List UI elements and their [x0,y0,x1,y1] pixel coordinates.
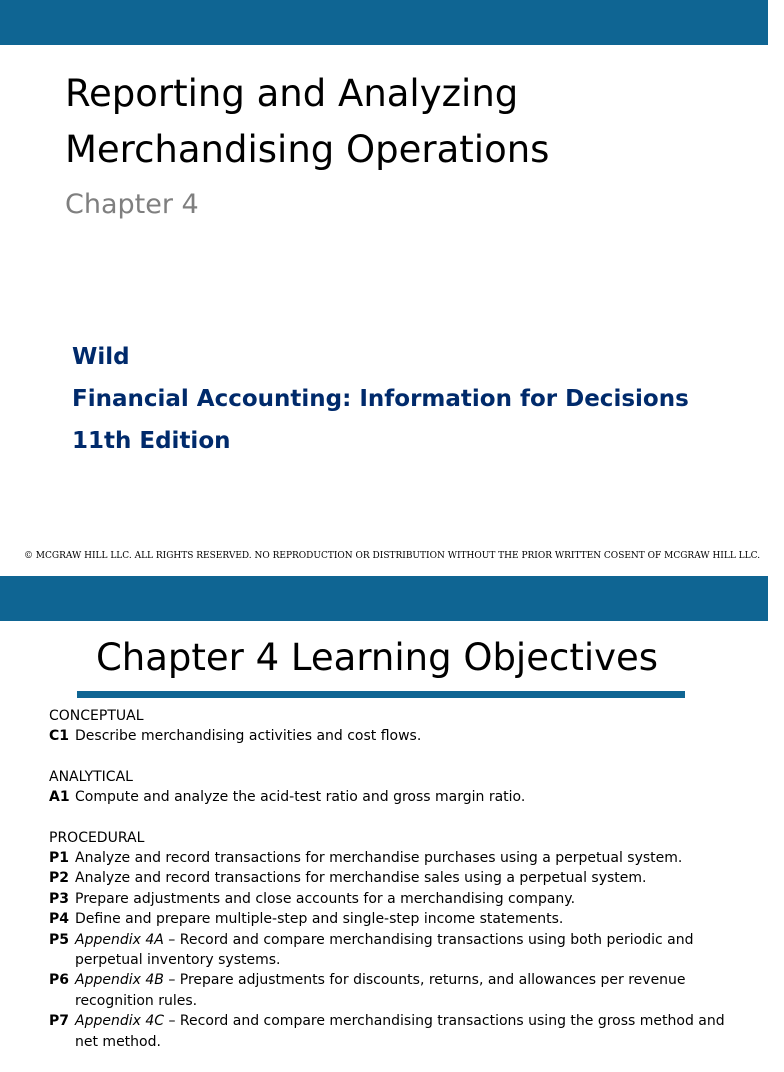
objective-description: – Record and compare merchandising transactions using the gross method and net method. [75,1013,725,1050]
objective-code: P7 [49,1013,70,1030]
learning-objectives [49,706,729,1072]
objective-description: – Record and compare merchandising transactions using both periodic and perpetual inventory systems. [75,931,694,969]
objective-a1 [49,787,729,807]
appendix-label: Appendix 4A [75,931,164,948]
objective-code: C1 [49,728,70,745]
objective-text [75,930,729,971]
objective-text: Compute and analyze the acid-test ratio and gross margin ratio. [75,789,526,806]
book-edition: 11th Edition [72,428,231,454]
section-heading: ANALYTICAL [49,768,133,785]
objective-code: P1 [49,850,70,867]
objective-text [75,1011,729,1052]
book-title: Financial Accounting: Information for Decisions [72,386,689,412]
slide-title: Chapter 4 Learning Objectives [95,636,659,679]
section-heading: CONCEPTUAL [49,708,144,724]
objective-code: P6 [49,972,70,989]
slide-title-line-2: Merchandising Operations [65,128,550,171]
analytical-section [49,767,729,808]
conceptual-section [49,706,729,747]
objective-description: – Prepare adjustments for discounts, returns, and allowances per revenue recognition rules. [75,972,686,1009]
objective-text: Describe merchandising activities and cost flows. [75,728,422,745]
chapter-subtitle: Chapter 4 [65,189,199,220]
book-author: Wild [72,344,130,370]
slide-header-bar [0,0,768,45]
objective-p2 [49,868,729,888]
objective-code: P3 [49,890,70,907]
slide-title [65,66,725,178]
objective-code: P5 [49,931,70,948]
appendix-label: Appendix 4C [75,1013,165,1030]
slide-header-bar [0,576,768,621]
objective-code: P4 [49,911,70,928]
objective-p7 [49,1011,729,1052]
appendix-label: Appendix 4B [75,972,164,989]
objective-text: Analyze and record transactions for merchandise purchases using a perpetual system. [75,850,683,867]
objective-p6 [49,970,729,1011]
objective-code: P2 [49,870,70,887]
objective-code: A1 [49,789,70,806]
objective-text: Define and prepare multiple-step and single-step income statements. [75,911,564,928]
copyright-notice: © MCGRAW HILL LLC. ALL RIGHTS RESERVED. NO REPRODUCTION OR DISTRIBUTION WITHOUT THE PRIOR WRITTEN COSENT OF MCGRAW HILL LLC. [23,551,761,561]
objectives-slide [0,576,768,1050]
objective-c1 [49,726,729,746]
objective-text: Analyze and record transactions for merchandise sales using a perpetual system. [75,870,647,887]
section-heading: PROCEDURAL [49,829,145,846]
objective-text [75,970,729,1011]
objective-p4 [49,909,729,929]
procedural-section [49,828,729,1052]
objective-p3 [49,889,729,909]
slide-title-line-1: Reporting and Analyzing [65,72,519,115]
book-info [72,336,752,462]
title-underline [77,691,685,698]
objective-p5 [49,930,729,971]
objective-p1 [49,848,729,868]
objective-text: Prepare adjustments and close accounts for a merchandising company. [75,890,576,907]
